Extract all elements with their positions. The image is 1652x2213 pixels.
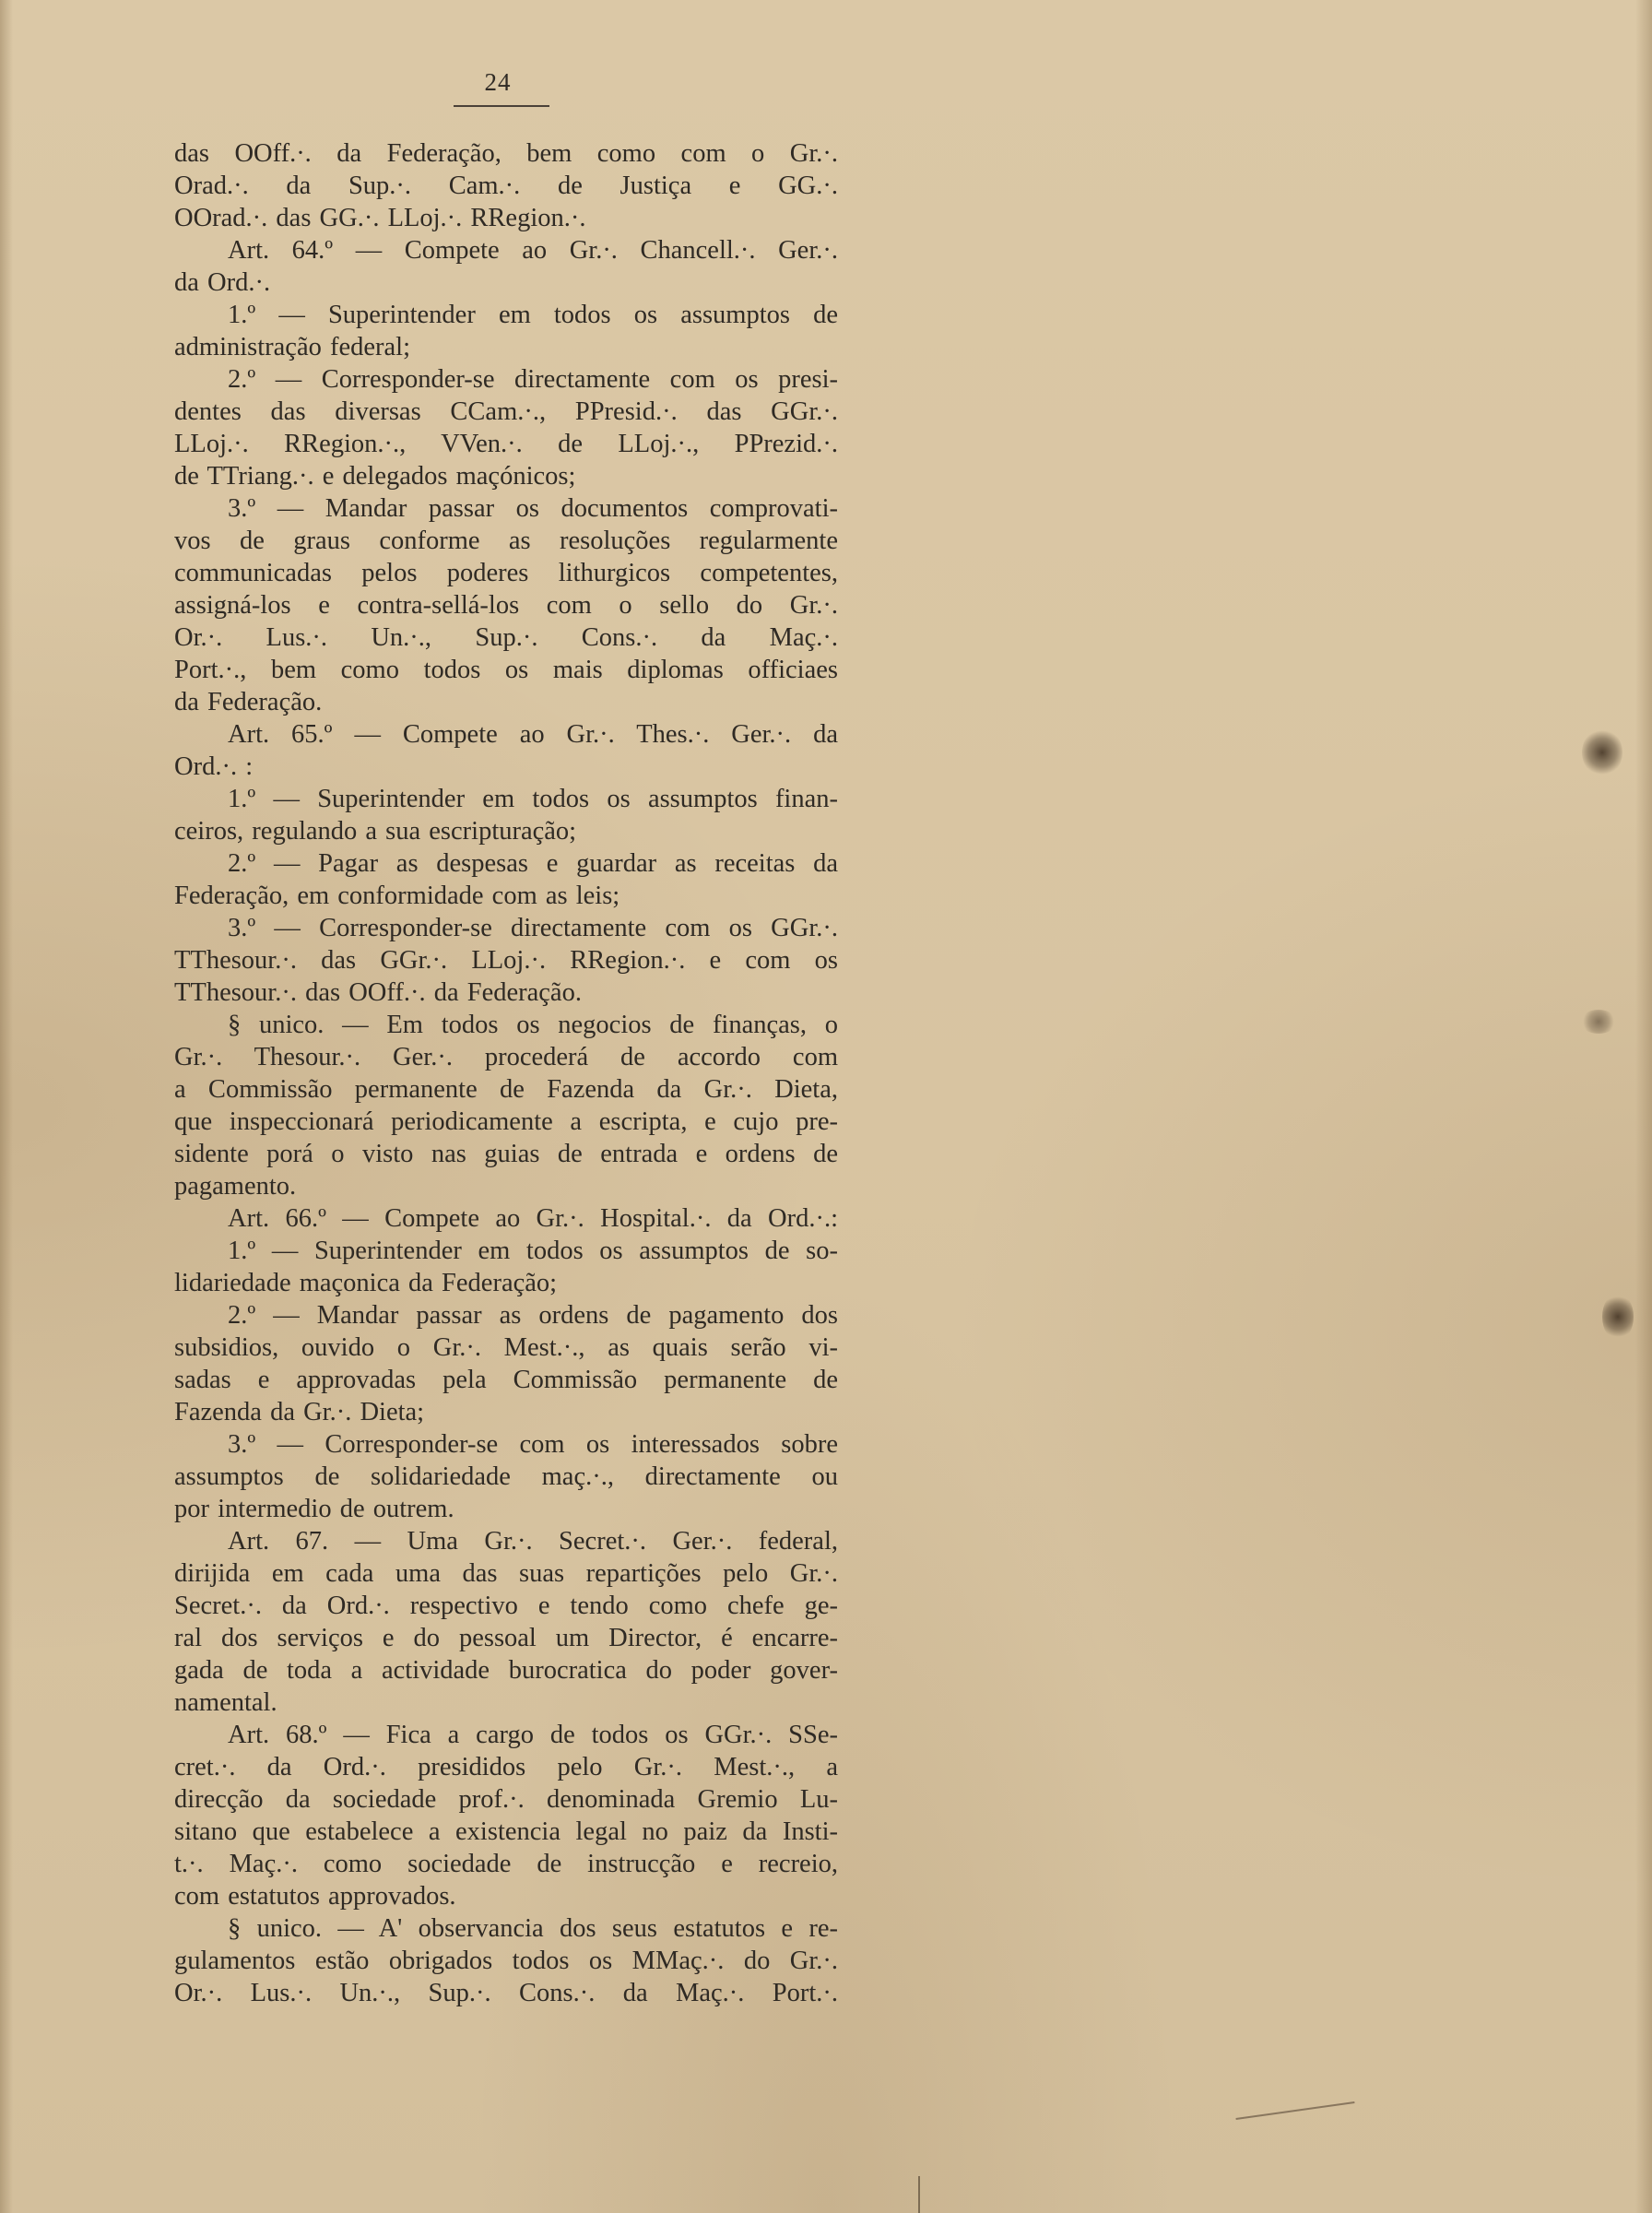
- text-line: § unico. — Em todos os negocios de finanças, o: [228, 1011, 838, 1039]
- text-line: 1.º — Superintender em todos os assumptos finan-: [228, 785, 838, 813]
- text-line: Gr.·. Thesour.·. Ger.·. procederá de accordo com: [174, 1043, 838, 1071]
- text-line: Art. 68.º — Fica a cargo de todos os GGr.·. SSe-: [228, 1721, 838, 1749]
- text-line: ceiros, regulando a sua escripturação;: [174, 817, 577, 846]
- text-line: vos de graus conforme as resoluções regularmente: [174, 527, 838, 555]
- page-number: 24: [484, 68, 512, 96]
- text-line: que inspeccionará periodicamente a escripta, e cujo pre-: [174, 1107, 838, 1136]
- text-line: OOrad.·. das GG.·. LLoj.·. RRegion.·.: [174, 204, 586, 232]
- text-line: Art. 64.º — Compete ao Gr.·. Chancell.·. Ger.·.: [228, 236, 838, 265]
- ink-blot-mark: [1602, 1293, 1634, 1341]
- text-line: sitano que estabelece a existencia legal no paiz da Insti-: [174, 1817, 838, 1846]
- text-line: Art. 66.º — Compete ao Gr.·. Hospital.·. da Ord.·.:: [228, 1204, 838, 1233]
- text-line: Art. 67. — Uma Gr.·. Secret.·. Ger.·. federal,: [228, 1527, 838, 1556]
- text-line: 2.º — Pagar as despesas e guardar as receitas da: [228, 849, 838, 878]
- ink-blot-mark: [1580, 1010, 1617, 1034]
- page-number-rule: [454, 105, 549, 107]
- text-line: gada de toda a actividade burocratica do poder gover-: [174, 1656, 838, 1685]
- text-line: t.·. Maç.·. como sociedade de instrucção e recreio,: [174, 1850, 838, 1878]
- text-line: Orad.·. da Sup.·. Cam.·. de Justiça e GG.·.: [174, 172, 838, 200]
- text-line: subsidios, ouvido o Gr.·. Mest.·., as quais serão vi-: [174, 1333, 838, 1362]
- text-line: communicadas pelos poderes lithurgicos competentes,: [174, 559, 838, 587]
- text-line: LLoj.·. RRegion.·., VVen.·. de LLoj.·., PPrezid.·.: [174, 430, 838, 458]
- text-line: Port.·., bem como todos os mais diplomas officiaes: [174, 656, 838, 684]
- text-line: namental.: [174, 1688, 277, 1717]
- text-line: da Ord.·.: [174, 268, 271, 297]
- text-line: 3.º — Mandar passar os documentos comprovati-: [228, 494, 838, 523]
- text-line: a Commissão permanente de Fazenda da Gr.·. Dieta,: [174, 1075, 838, 1104]
- text-line: 1.º — Superintender em todos os assumptos de so-: [228, 1237, 838, 1265]
- text-line: por intermedio de outrem.: [174, 1495, 454, 1523]
- text-line: cret.·. da Ord.·. presididos pelo Gr.·. Mest.·., a: [174, 1753, 838, 1781]
- text-line: § unico. — A' observancia dos seus estatutos e re-: [228, 1914, 838, 1943]
- text-line: sadas e approvadas pela Commissão permanente de: [174, 1366, 838, 1394]
- text-line: Art. 65.º — Compete ao Gr.·. Thes.·. Ger.·. da: [228, 720, 838, 749]
- page-edge-shadow-left: [0, 0, 13, 2213]
- body-text: [174, 137, 838, 2009]
- text-line: Fazenda da Gr.·. Dieta;: [174, 1398, 425, 1426]
- text-line: Federação, em conformidade com as leis;: [174, 882, 620, 910]
- text-line: pagamento.: [174, 1172, 297, 1201]
- text-line: de TTriang.·. e delegados maçónicos;: [174, 462, 576, 491]
- text-line: 3.º — Corresponder-se directamente com os GGr.·.: [228, 914, 838, 942]
- text-line: direcção da sociedade prof.·. denominada Gremio Lu-: [174, 1785, 838, 1814]
- text-line: administração federal;: [174, 333, 410, 361]
- text-line: assumptos de solidariedade maç.·., directamente ou: [174, 1462, 838, 1491]
- text-line: TThesour.·. das GGr.·. LLoj.·. RRegion.·. e com os: [174, 946, 838, 975]
- text-line: Or.·. Lus.·. Un.·., Sup.·. Cons.·. da Maç.·. Port.·.: [174, 1979, 838, 2007]
- pencil-stroke-mark: [918, 2176, 920, 2213]
- text-line: com estatutos approvados.: [174, 1882, 456, 1911]
- pencil-stroke-mark: [1235, 2101, 1354, 2120]
- text-line: Secret.·. da Ord.·. respectivo e tendo como chefe ge-: [174, 1592, 838, 1620]
- text-line: 1.º — Superintender em todos os assumptos de: [228, 301, 838, 329]
- ink-blot-mark: [1582, 728, 1622, 776]
- text-line: 2.º — Mandar passar as ordens de pagamento dos: [228, 1301, 838, 1330]
- text-line: 2.º — Corresponder-se directamente com os presi-: [228, 365, 838, 394]
- text-line: sidente porá o visto nas guias de entrada e ordens de: [174, 1140, 838, 1168]
- text-line: Ord.·. :: [174, 752, 254, 781]
- text-line: gulamentos estão obrigados todos os MMaç.·. do Gr.·.: [174, 1947, 838, 1975]
- text-line: das OOff.·. da Federação, bem como com o Gr.·.: [174, 139, 838, 168]
- text-line: ral dos serviços e do pessoal um Director, é encarre-: [174, 1624, 838, 1652]
- text-line: dirijida em cada uma das suas repartições pelo Gr.·.: [174, 1559, 838, 1588]
- text-line: dentes das diversas CCam.·., PPresid.·. das GGr.·.: [174, 397, 838, 426]
- text-line: assigná-los e contra-sellá-los com o sello do Gr.·.: [174, 591, 838, 620]
- text-line: da Federação.: [174, 688, 323, 716]
- text-line: TThesour.·. das OOff.·. da Federação.: [174, 978, 582, 1007]
- text-line: 3.º — Corresponder-se com os interessados sobre: [228, 1430, 838, 1459]
- text-line: Or.·. Lus.·. Un.·., Sup.·. Cons.·. da Maç.·.: [174, 623, 838, 652]
- text-line: lidariedade maçonica da Federação;: [174, 1269, 558, 1297]
- page-edge-shadow-right: [1635, 0, 1652, 2213]
